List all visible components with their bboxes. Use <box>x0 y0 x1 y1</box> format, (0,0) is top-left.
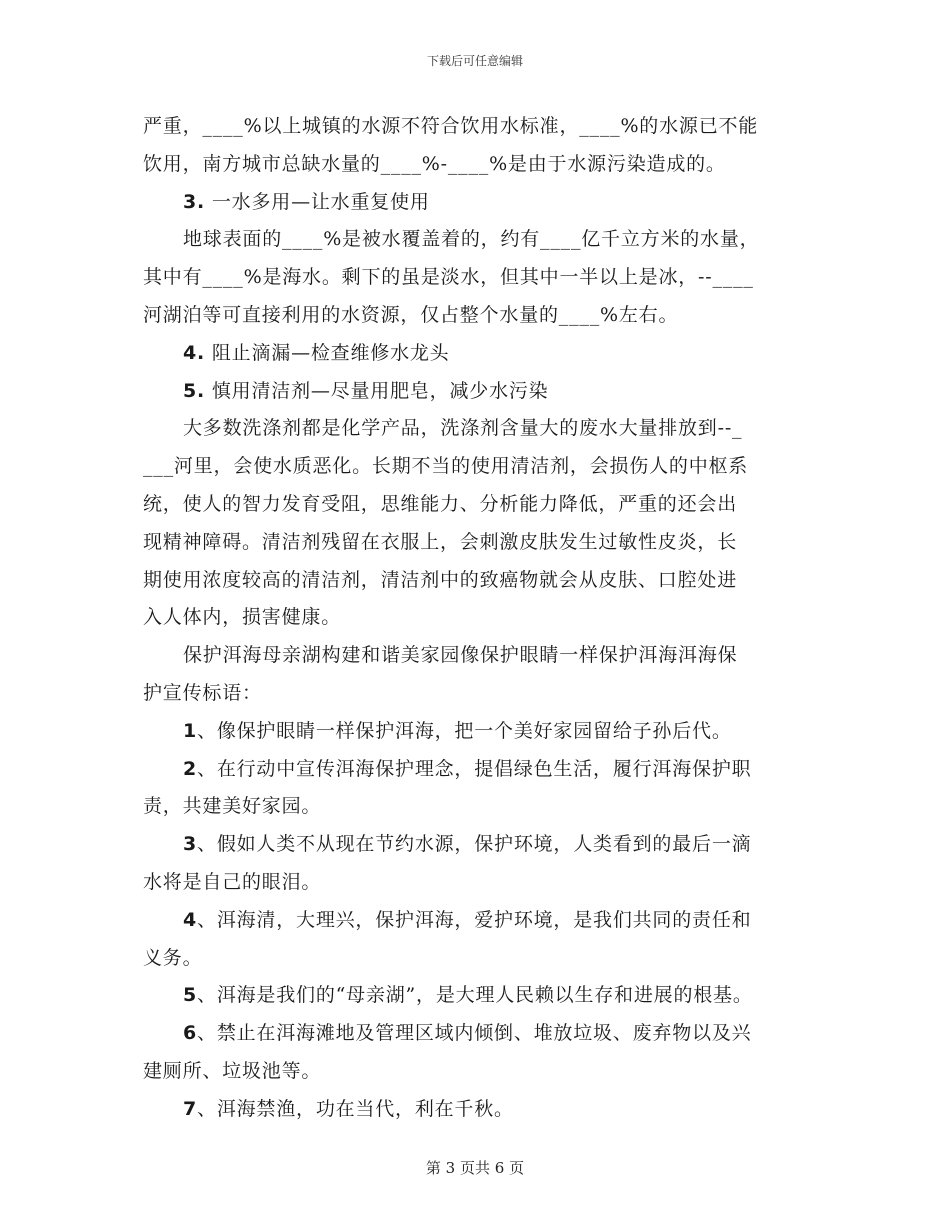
line-text: 、假如人类不从现在节约水源，保护环境，人类看到的最后一滴 <box>197 833 752 856</box>
item-number: 4. <box>183 341 206 364</box>
line-text: 大多数洗涤剂都是化学产品，洗涤剂含量大的废水大量排放到--_ <box>183 417 743 440</box>
line-text: 、洱海是我们的“母亲湖”，是大理人民赖以生存和进展的根基。 <box>197 984 753 1007</box>
line-text: 、洱海清，大理兴，保护洱海，爱护环境，是我们共同的责任和 <box>197 908 752 931</box>
line-text: 入人体内，损害健康。 <box>143 606 342 629</box>
line-text: 责，共建美好家园。 <box>143 795 322 818</box>
text-line <box>143 524 811 562</box>
item-number: 6 <box>183 1022 198 1045</box>
text-line <box>143 751 811 789</box>
line-text: 河湖泊等可直接利用的水资源，仅占整个水量的____%左右。 <box>143 303 679 326</box>
text-line <box>143 1015 811 1053</box>
text-line <box>143 940 811 978</box>
text-line <box>143 146 811 184</box>
text-line <box>143 373 811 411</box>
line-text: ___河里，会使水质恶化。长期不当的使用清洁剂，会损伤人的中枢系 <box>143 455 749 478</box>
line-text: 期使用浓度较高的清洁剂，清洁剂中的致癌物就会从皮肤、口腔处进 <box>143 568 738 591</box>
line-text: 、像保护眼睛一样保护洱海，把一个美好家园留给子孙后代。 <box>197 719 732 742</box>
text-line <box>143 221 811 259</box>
text-line <box>143 184 811 222</box>
item-number: 2 <box>183 757 198 780</box>
text-line <box>143 297 811 335</box>
line-text: 严重，____%以上城镇的水源不符合饮用水标准，____%的水源已不能 <box>143 115 759 137</box>
text-line <box>143 410 811 448</box>
line-text: 义务。 <box>143 946 203 969</box>
text-line <box>143 335 811 373</box>
item-number: 1 <box>183 719 198 742</box>
item-number: 5. <box>183 379 206 402</box>
page-header: 下载后可任意编辑 <box>426 54 523 68</box>
line-text: 、禁止在洱海滩地及管理区域内倾倒、堆放垃圾、废弃物以及兴 <box>197 1022 752 1045</box>
line-text: 、洱海禁渔，功在当代，利在千秋。 <box>197 1097 514 1120</box>
item-number: 3. <box>183 190 206 213</box>
line-text: 、在行动中宣传洱海保护理念，提倡绿色生活，履行洱海保护职 <box>197 757 752 780</box>
page-footer: 第 3 页共 6 页 <box>425 1159 525 1177</box>
line-text: 保护洱海母亲湖构建和谐美家园像保护眼睛一样保护洱海洱海保 <box>183 644 738 667</box>
text-line <box>143 448 811 486</box>
text-line <box>143 259 811 297</box>
text-line <box>143 108 811 146</box>
text-line <box>143 675 811 713</box>
text-line <box>143 1091 811 1129</box>
item-number: 3 <box>183 833 198 856</box>
text-line <box>143 1053 811 1091</box>
item-number: 7 <box>183 1097 198 1120</box>
text-line <box>143 826 811 864</box>
item-number: 4 <box>183 908 198 931</box>
line-text: 慎用清洁剂—尽量用肥皂，减少水污染 <box>205 379 549 402</box>
item-number: 5 <box>183 984 198 1007</box>
document-body <box>143 108 811 1129</box>
text-line <box>143 713 811 751</box>
line-text: 地球表面的____%是被水覆盖着的，约有____亿千立方米的水量， <box>183 228 760 251</box>
line-text: 护宣传标语： <box>143 681 262 704</box>
text-line <box>143 637 811 675</box>
line-text: 建厕所、垃圾池等。 <box>143 1059 322 1082</box>
text-line <box>143 599 811 637</box>
text-line <box>143 977 811 1015</box>
line-text: 水将是自己的眼泪。 <box>143 870 322 893</box>
text-line <box>143 902 811 940</box>
text-line <box>143 486 811 524</box>
line-text: 现精神障碍。清洁剂残留在衣服上，会刺激皮肤发生过敏性皮炎，长 <box>143 530 738 553</box>
text-line <box>143 788 811 826</box>
line-text: 饮用，南方城市总缺水量的____%-____%是由于水源污染造成的。 <box>143 152 726 175</box>
text-line <box>143 562 811 600</box>
line-text: 其中有____%是海水。剩下的虽是淡水，但其中一半以上是冰，--____ <box>143 266 754 289</box>
line-text: 阻止滴漏—检查维修水龙头 <box>205 341 450 364</box>
line-text: 一水多用—让水重复使用 <box>205 190 430 213</box>
line-text: 统，使人的智力发育受阻，思维能力、分析能力降低，严重的还会出 <box>143 492 738 515</box>
text-line <box>143 864 811 902</box>
